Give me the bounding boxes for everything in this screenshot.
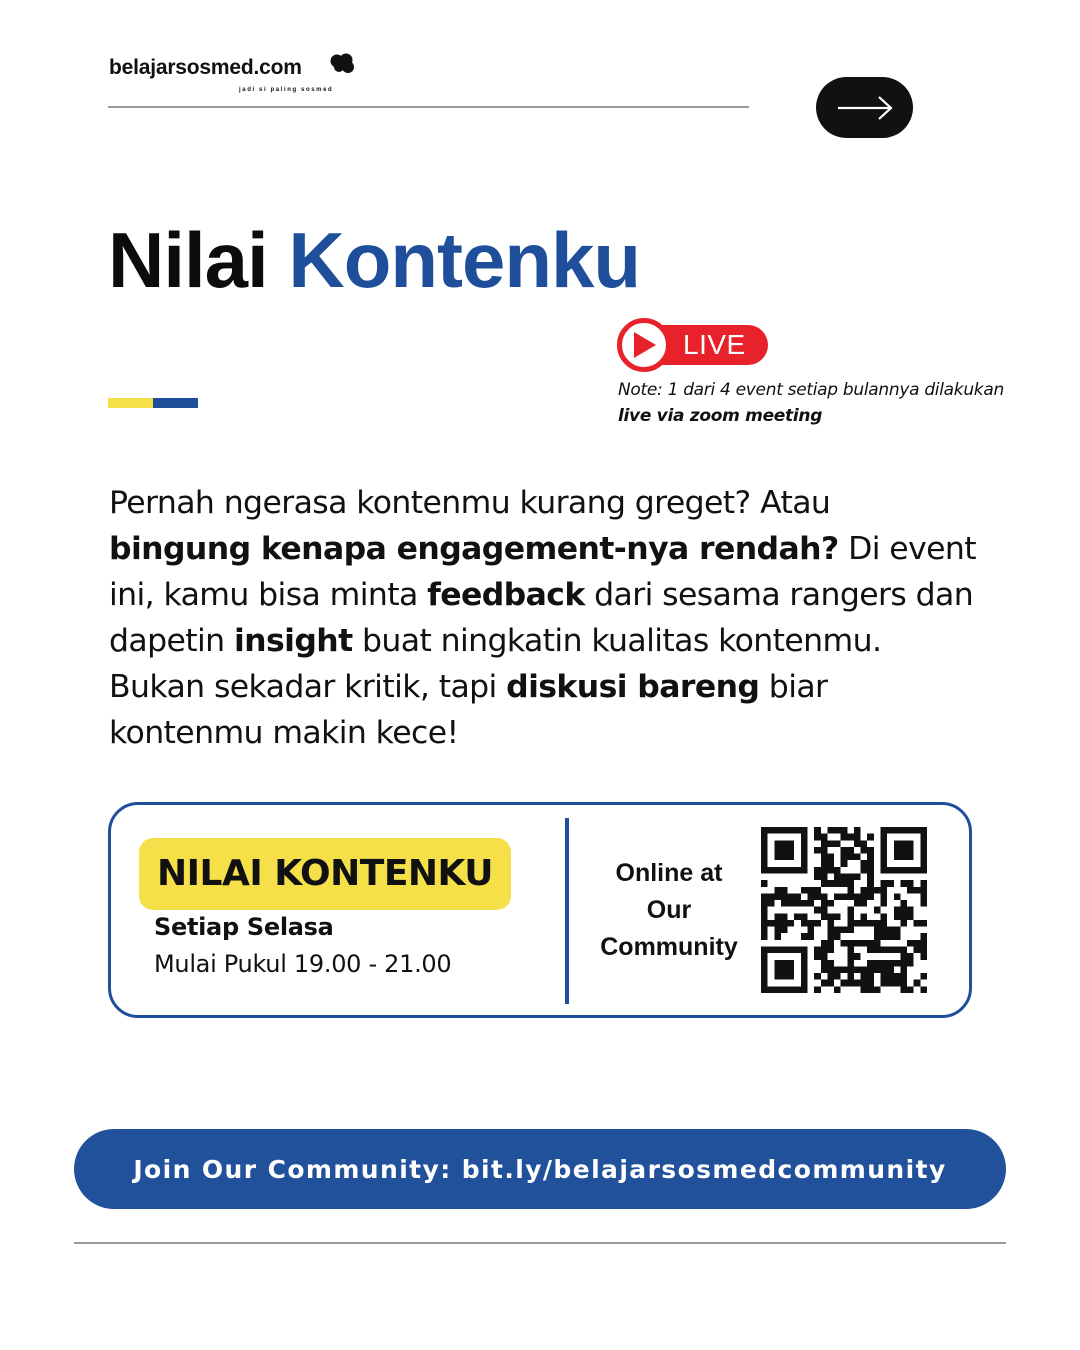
desc-bold: diskusi bareng [506,669,760,705]
live-badge [617,318,769,372]
live-note [618,377,1004,429]
event-time: Mulai Pukul 19.00 - 21.00 [154,950,452,978]
brand-name: belajarsosmed.com [109,56,302,79]
desc-bold: bingung kenapa engagement-nya rendah? [109,531,839,567]
card-divider [565,818,569,1004]
event-title: NILAI KONTENKU [139,838,511,910]
event-location [579,855,759,966]
desc-part: Pernah ngerasa kontenmu kurang greget? Atau [109,485,831,521]
next-button[interactable] [816,77,913,138]
location-line: Our [646,896,692,924]
event-card [108,802,972,1018]
accent-yellow [108,398,153,408]
desc-part: biar kontenmu makin kece! [109,669,828,751]
event-day: Setiap Selasa [154,913,334,941]
note-text: Note: 1 dari 4 event setiap bulannya dilakukan [618,380,1004,400]
accent-bar [108,398,198,408]
live-label: LIVE [683,329,746,360]
play-icon [631,331,657,359]
top-divider [108,106,749,108]
join-community-button[interactable] [74,1129,1006,1209]
accent-blue [153,398,198,408]
arrow-right-icon [836,95,894,121]
desc-part: dari sesama rangers dan dapetin [109,577,974,659]
brand-tagline: jadi si paling sosmed [239,87,334,93]
location-line: Online at [615,859,723,887]
live-play-circle [617,318,671,372]
desc-part: Di event ini, kamu bisa minta [109,531,977,613]
location-line: Community [600,933,738,961]
note-bold: live via zoom meeting [618,406,823,426]
qr-code-icon[interactable] [761,827,927,993]
desc-part: buat ningkatin kualitas kontenmu. Bukan sekadar kritik, tapi [109,623,882,705]
join-community-text: Join Our Community: bit.ly/belajarsosmedcommunity [133,1154,947,1184]
title-word-nilai: Nilai [108,216,268,304]
desc-bold: feedback [427,577,585,613]
bottom-divider [74,1242,1006,1244]
event-description [109,480,979,756]
page-title [108,218,640,304]
brand-logo [109,56,334,93]
desc-bold: insight [233,623,353,659]
brand-blob-icon [329,53,355,75]
title-word-kontenku: Kontenku [288,216,641,304]
